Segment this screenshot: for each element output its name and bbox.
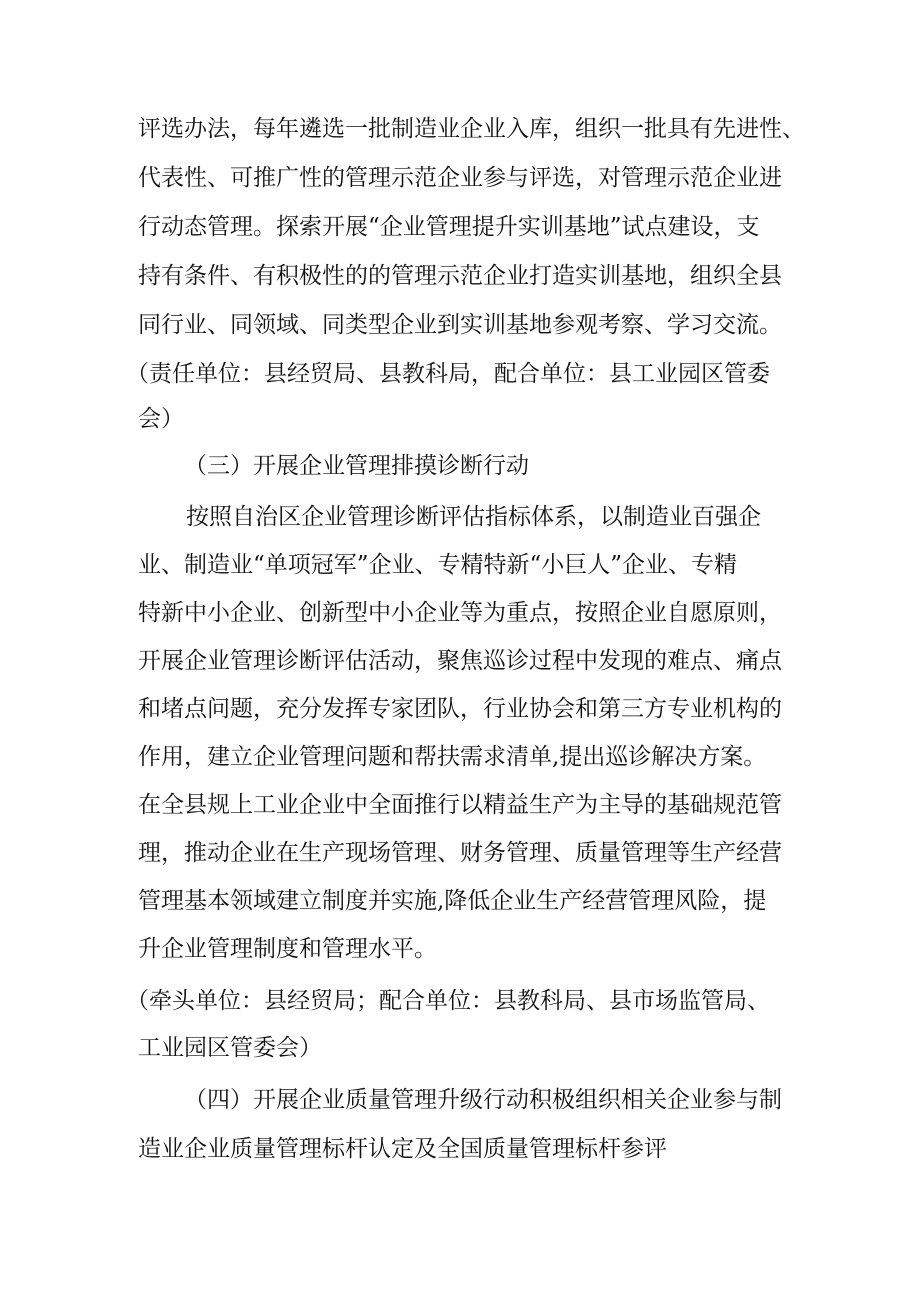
text-line: 按照自治区企业管理诊断评估指标体系，以制造业百强企 xyxy=(186,504,761,530)
text-line: 在全县规上工业企业中全面推行以精益生产为主导的基础规范管 xyxy=(138,792,782,818)
text-line: 和堵点问题，充分发挥专家团队，行业协会和第三方专业机构的 xyxy=(138,696,782,722)
text-line: 评选办法，每年遴选一批制造业企业入库，组织一批具有先进性、 xyxy=(138,116,805,142)
text-line: 特新中小企业、创新型中小企业等为重点，按照企业自愿原则， xyxy=(138,600,782,626)
text-line: 行动态管理。探索开展“企业管理提升实训基地”试点建设，支 xyxy=(138,214,760,240)
text-line: 持有条件、有积极性的的管理示范企业打造实训基地，组织全县 xyxy=(138,263,782,289)
text-line: 开展企业管理诊断评估活动，聚焦巡诊过程中发现的难点、痛点 xyxy=(138,648,782,674)
text-line: 会） xyxy=(138,406,184,432)
text-line: 管理基本领域建立制度并实施,降低企业生产经营管理风险，提 xyxy=(138,888,767,914)
text-line: 理，推动企业在生产现场管理、财务管理、质量管理等生产经营 xyxy=(138,840,782,866)
section-heading-3: （三）开展企业管理排摸诊断行动 xyxy=(184,453,529,479)
text-line: 同行业、同领域、同类型企业到实训基地参观考察、学习交流。 xyxy=(138,312,782,338)
text-line: 造业企业质量管理标杆认定及全国质量管理标杆参评 xyxy=(138,1136,667,1162)
text-line: （牵头单位：县经贸局；配合单位：县教科局、县市场监管局、 xyxy=(126,988,770,1014)
text-line: （四）开展企业质量管理升级行动积极组织相关企业参与制 xyxy=(184,1087,782,1113)
text-line: 升企业管理制度和管理水平。 xyxy=(138,936,437,962)
text-line: （责任单位：县经贸局、县教科局，配合单位：县工业园区管委 xyxy=(126,361,770,387)
text-line: 工业园区管委会） xyxy=(138,1035,322,1061)
text-line: 业、制造业“单项冠军”企业、专精特新“小巨人”企业、专精 xyxy=(138,552,738,578)
text-line: 代表性、可推广性的管理示范企业参与评选，对管理示范企业进 xyxy=(138,165,782,191)
text-line: 作用，建立企业管理问题和帮扶需求清单,提出巡诊解决方案。 xyxy=(138,744,767,770)
